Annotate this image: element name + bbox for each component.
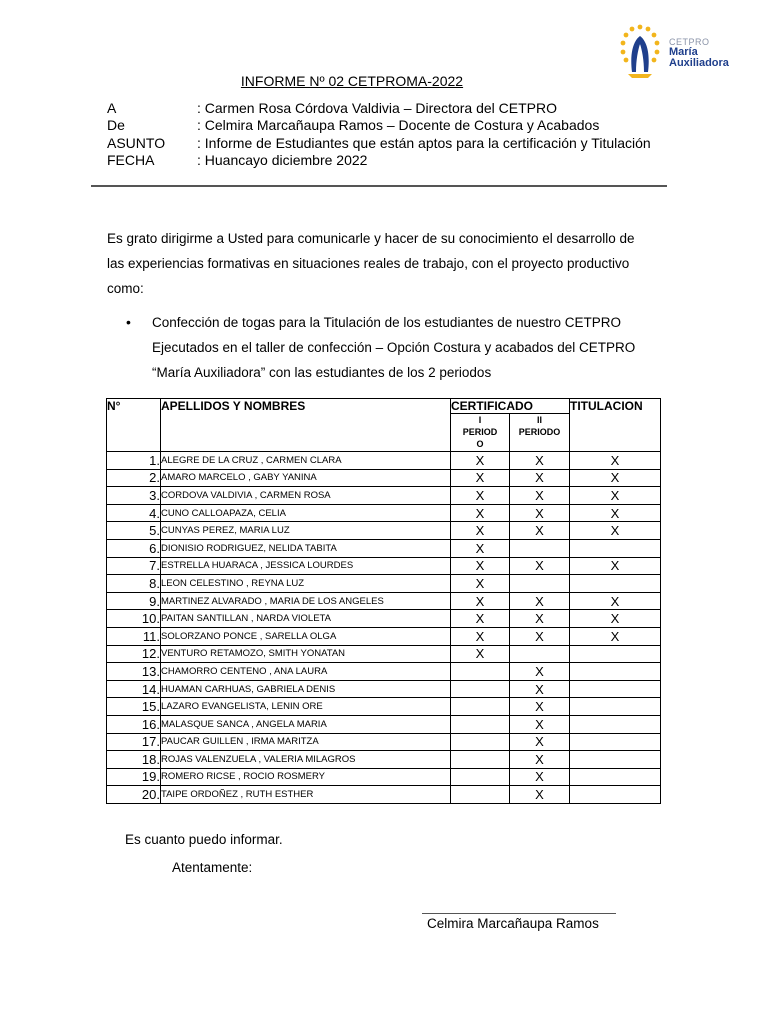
titulacion-mark	[570, 575, 661, 593]
col-header-number: N°	[107, 399, 161, 452]
student-name: VENTURO RETAMOZO, SMITH YONATAN	[161, 645, 451, 663]
period-2-mark: X	[510, 592, 570, 610]
titulacion-mark	[570, 786, 661, 804]
period-1-mark: X	[451, 575, 510, 593]
period-2-mark	[510, 575, 570, 593]
titulacion-mark	[570, 663, 661, 681]
period-1-mark: X	[451, 452, 510, 470]
period-2-mark: X	[510, 557, 570, 575]
row-number: 11.	[107, 627, 161, 645]
period-1-mark	[451, 768, 510, 786]
row-number: 15.	[107, 698, 161, 716]
student-name: CUNO CALLOAPAZA, CELIA	[161, 504, 451, 522]
row-number: 9.	[107, 592, 161, 610]
period-1-mark: X	[451, 469, 510, 487]
table-row	[107, 557, 661, 575]
period-1-mark: X	[451, 610, 510, 628]
student-name: ROJAS VALENZUELA , VALERIA MILAGROS	[161, 751, 451, 769]
period-1-mark: X	[451, 557, 510, 575]
titulacion-mark	[570, 733, 661, 751]
table-row	[107, 627, 661, 645]
student-name: MARTINEZ ALVARADO , MARIA DE LOS ANGELES	[161, 592, 451, 610]
period-2-mark: X	[510, 469, 570, 487]
period-2-mark: X	[510, 522, 570, 540]
subheader-period-1	[451, 414, 510, 452]
period-1-mark: X	[451, 627, 510, 645]
table-row	[107, 768, 661, 786]
table-row	[107, 733, 661, 751]
table-row	[107, 751, 661, 769]
period-2-mark: X	[510, 627, 570, 645]
subheader-text: II	[536, 415, 542, 425]
table-row	[107, 575, 661, 593]
students-table-body	[107, 452, 661, 804]
header-value: : Huancayo diciembre 2022	[197, 151, 368, 168]
header-value: : Celmira Marcañaupa Ramos – Docente de Costura y Acabados	[197, 117, 600, 134]
table-row	[107, 663, 661, 681]
subheader-text: O	[476, 439, 484, 449]
col-header-titulacion: TITULACION	[570, 399, 661, 452]
period-2-mark: X	[510, 715, 570, 733]
logo-top-text: CETPRO	[669, 37, 710, 47]
table-row	[107, 487, 661, 505]
table-row	[107, 645, 661, 663]
row-number: 20.	[107, 786, 161, 804]
period-2-mark: X	[510, 487, 570, 505]
period-2-mark: X	[510, 663, 570, 681]
student-name: CUNYAS PEREZ, MARIA LUZ	[161, 522, 451, 540]
period-1-mark: X	[451, 645, 510, 663]
titulacion-mark	[570, 715, 661, 733]
period-1-mark: X	[451, 487, 510, 505]
row-number: 13.	[107, 663, 161, 681]
row-number: 1.	[107, 452, 161, 470]
period-2-mark	[510, 645, 570, 663]
titulacion-mark	[570, 645, 661, 663]
student-name: TAIPE ORDOÑEZ , RUTH ESTHER	[161, 786, 451, 804]
period-1-mark	[451, 698, 510, 716]
table-row	[107, 522, 661, 540]
period-2-mark: X	[510, 680, 570, 698]
period-2-mark: X	[510, 698, 570, 716]
closing-text: Es cuanto puedo informar.	[125, 832, 283, 847]
regards-text: Atentamente:	[172, 860, 253, 875]
row-number: 18.	[107, 751, 161, 769]
titulacion-mark	[570, 768, 661, 786]
student-name: PAUCAR GUILLEN , IRMA MARITZA	[161, 733, 451, 751]
titulacion-mark: X	[570, 557, 661, 575]
titulacion-mark: X	[570, 469, 661, 487]
table-row	[107, 715, 661, 733]
table-row	[107, 698, 661, 716]
header-key: ASUNTO	[107, 134, 166, 151]
student-name: ESTRELLA HUARACA , JESSICA LOURDES	[161, 557, 451, 575]
header-key: A	[107, 100, 117, 116]
row-number: 8.	[107, 575, 161, 593]
row-number: 10.	[107, 610, 161, 628]
memo-header-to	[107, 100, 651, 117]
student-name: LEON CELESTINO , REYNA LUZ	[161, 575, 451, 593]
row-number: 7.	[107, 557, 161, 575]
period-2-mark: X	[510, 751, 570, 769]
period-1-mark	[451, 751, 510, 769]
table-row	[107, 539, 661, 557]
row-number: 3.	[107, 487, 161, 505]
row-number: 17.	[107, 733, 161, 751]
col-header-name: APELLIDOS Y NOMBRES	[161, 399, 451, 452]
student-name: HUAMAN CARHUAS, GABRIELA DENIS	[161, 680, 451, 698]
intro-line: las experiencias formativas en situaciones reales de trabajo, con el proyecto productivo	[107, 256, 630, 271]
period-1-mark	[451, 733, 510, 751]
titulacion-mark: X	[570, 627, 661, 645]
titulacion-mark: X	[570, 592, 661, 610]
table-row	[107, 452, 661, 470]
titulacion-mark: X	[570, 522, 661, 540]
bullet-line: Ejecutados en el taller de confección – Opción Costura y acabados del CETPRO	[152, 340, 636, 355]
student-name: ROMERO RICSE , ROCIO ROSMERY	[161, 768, 451, 786]
student-name: AMARO MARCELO , GABY YANINA	[161, 469, 451, 487]
memo-header-date	[107, 152, 651, 169]
table-row	[107, 592, 661, 610]
period-1-mark: X	[451, 539, 510, 557]
period-2-mark: X	[510, 504, 570, 522]
period-2-mark: X	[510, 786, 570, 804]
student-name: ALEGRE DE LA CRUZ , CARMEN CLARA	[161, 452, 451, 470]
period-1-mark	[451, 786, 510, 804]
table-row	[107, 786, 661, 804]
titulacion-mark	[570, 698, 661, 716]
row-number: 12.	[107, 645, 161, 663]
intro-line: Es grato dirigirme a Usted para comunicarle y hacer de su conocimiento el desarrollo de	[107, 231, 635, 246]
row-number: 5.	[107, 522, 161, 540]
titulacion-mark: X	[570, 504, 661, 522]
header-value: : Carmen Rosa Córdova Valdivia – Directora del CETPRO	[197, 100, 557, 116]
row-number: 6.	[107, 539, 161, 557]
header-divider	[91, 185, 667, 187]
period-2-mark: X	[510, 452, 570, 470]
row-number: 4.	[107, 504, 161, 522]
period-1-mark: X	[451, 592, 510, 610]
period-2-mark: X	[510, 768, 570, 786]
memo-header-subject	[107, 135, 651, 152]
student-name: CHAMORRO CENTENO , ANA LAURA	[161, 663, 451, 681]
period-1-mark: X	[451, 522, 510, 540]
logo-name-line2: Auxiliadora	[669, 57, 729, 69]
table-row	[107, 610, 661, 628]
student-name: PAITAN SANTILLAN , NARDA VIOLETA	[161, 610, 451, 628]
intro-paragraph	[107, 226, 667, 301]
subheader-text: PERIODO	[518, 427, 561, 437]
memo-header	[107, 100, 651, 169]
titulacion-mark: X	[570, 452, 661, 470]
row-number: 19.	[107, 768, 161, 786]
bullet-icon: •	[126, 314, 131, 330]
student-name: LAZARO EVANGELISTA, LENIN ORE	[161, 698, 451, 716]
period-2-mark: X	[510, 733, 570, 751]
header-key: FECHA	[107, 151, 155, 168]
subheader-text: PERIOD	[462, 427, 498, 437]
student-name: DIONISIO RODRIGUEZ, NELIDA TABITA	[161, 539, 451, 557]
student-name: MALASQUE SANCA , ANGELA MARIA	[161, 715, 451, 733]
student-name: SOLORZANO PONCE , SARELLA OLGA	[161, 627, 451, 645]
logo-name-line1: María	[669, 46, 698, 58]
table-row	[107, 504, 661, 522]
titulacion-mark	[570, 539, 661, 557]
period-1-mark	[451, 663, 510, 681]
row-number: 16.	[107, 715, 161, 733]
header-key: De	[107, 117, 125, 134]
subheader-text: I	[478, 415, 482, 425]
titulacion-mark	[570, 751, 661, 769]
period-2-mark	[510, 539, 570, 557]
table-row	[107, 469, 661, 487]
row-number: 14.	[107, 680, 161, 698]
subheader-period-2	[510, 414, 570, 452]
period-1-mark	[451, 680, 510, 698]
period-2-mark: X	[510, 610, 570, 628]
table-row	[107, 680, 661, 698]
bullet-line: “María Auxiliadora” con las estudiantes de los 2 periodos	[152, 365, 492, 380]
period-1-mark	[451, 715, 510, 733]
titulacion-mark: X	[570, 487, 661, 505]
period-1-mark: X	[451, 504, 510, 522]
intro-line: como:	[107, 281, 144, 296]
titulacion-mark: X	[570, 610, 661, 628]
students-table	[106, 398, 661, 804]
signature-line	[422, 913, 616, 914]
report-title: INFORME Nº 02 CETPROMA-2022	[240, 73, 464, 89]
student-name: CORDOVA VALDIVIA , CARMEN ROSA	[161, 487, 451, 505]
signer-name: Celmira Marcañaupa Ramos	[427, 916, 599, 931]
bullet-line: Confección de togas para la Titulación de los estudiantes de nuestro CETPRO	[152, 315, 622, 330]
header-value: : Informe de Estudiantes que están aptos para la certificación y Titulación	[197, 134, 651, 151]
titulacion-mark	[570, 680, 661, 698]
memo-header-from	[107, 117, 651, 134]
col-header-certificado: CERTIFICADO	[451, 399, 570, 414]
row-number: 2.	[107, 469, 161, 487]
